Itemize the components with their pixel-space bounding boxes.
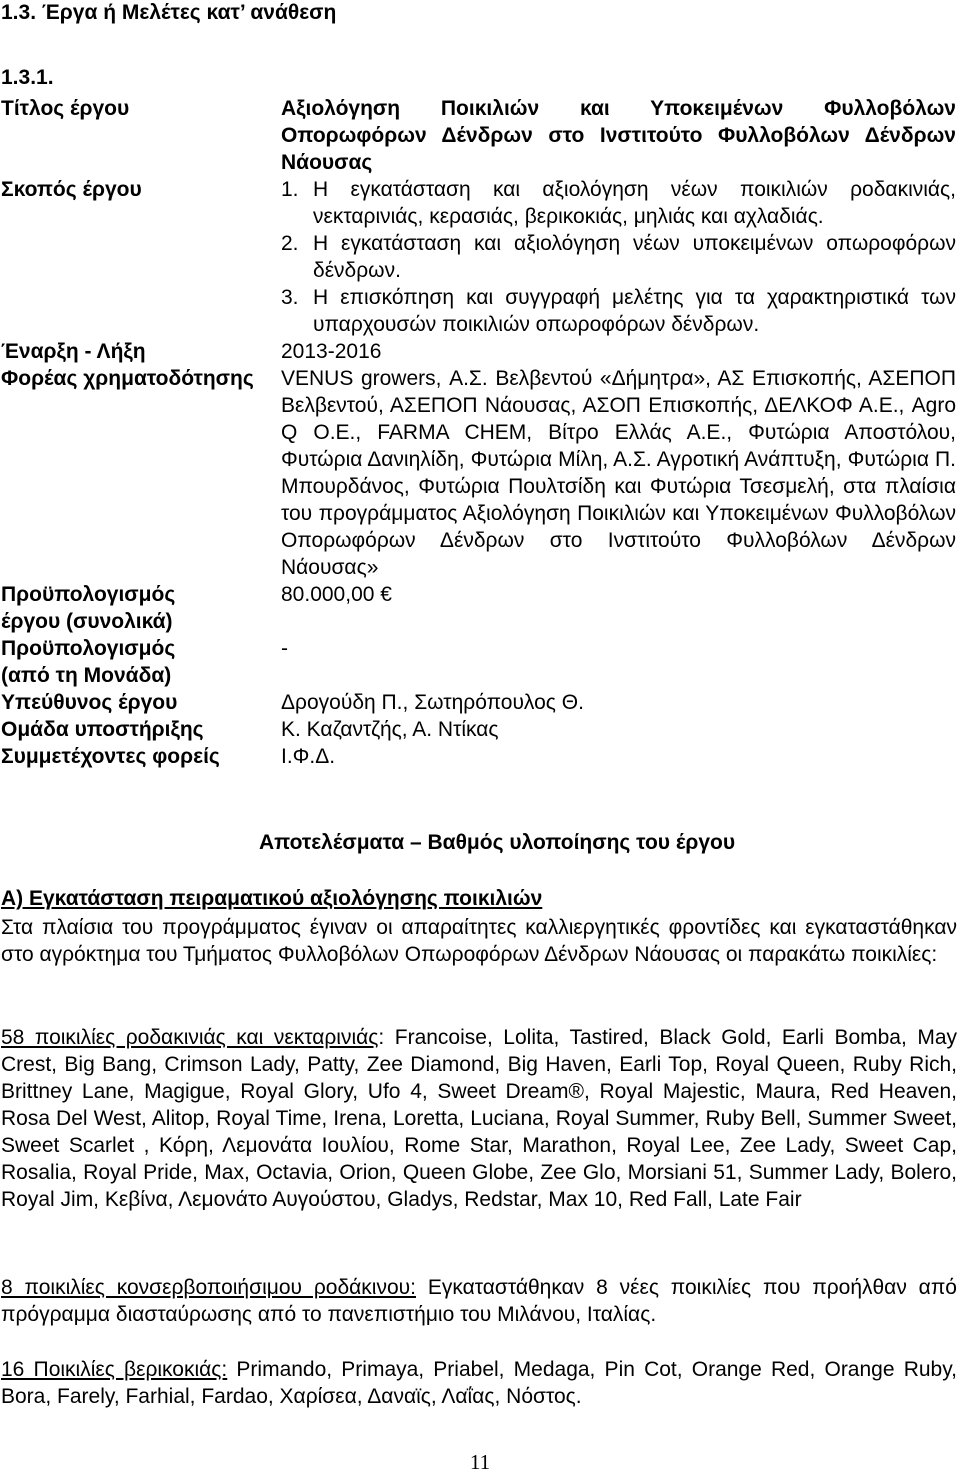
row-team <box>1 716 957 743</box>
row-responsible <box>1 689 957 716</box>
purpose-item-number: 3. <box>281 286 299 309</box>
value-responsible: Δρογούδη Π., Σωτηρόπουλος Θ. <box>281 691 584 714</box>
purpose-item <box>281 284 956 338</box>
label-team: Ομάδα υποστήριξης <box>1 718 204 741</box>
row-purpose <box>1 176 957 338</box>
label-funder: Φορέας χρηματοδότησης <box>1 367 254 390</box>
row-budget-unit <box>1 635 957 689</box>
label-period: Έναρξη - Λήξη <box>1 340 146 363</box>
value-funder: VENUS growers, Α.Σ. Βελβεντού «Δήμητρα», ΑΣ Επισκοπής, ΑΣΕΠΟΠ Βελβεντού, ΑΣΕΠΟΠ Νάουσας, ΑΣΟΠ Επισκοπής, ΔΕΛΚΟΦ Α.Ε., Agro Q O.E., FARMA CHEM, Βίτρο Ελλάς Α.Ε., Φυτώρια Αποστόλου, Φυτώρια Δανιηλίδη, Φυτώρια Μίλη, Α.Σ. Αγροτική Ανάπτυξη, Φυτώρια Π. Μπουρδάνος, Φυτώρια Πουλτσίδη και Φυτώρια Τσεσμελή, στα πλαίσια του προγράμματος Αξιολόγηση Ποικιλιών και Υποκειμένων Φυλλοβόλων Οπορωφόρων Δένδρων στο Ινστιτούτο Φυλλοβόλων Δένδρων Νάουσας» <box>281 367 956 579</box>
purpose-item <box>281 230 956 284</box>
value-partners: Ι.Φ.Δ. <box>281 745 336 768</box>
value-budget-total: 80.000,00 € <box>281 583 392 606</box>
label-budget-total <box>1 581 281 635</box>
row-period <box>1 338 957 365</box>
results-heading-text: Αποτελέσματα – Βαθμός υλοποίησης του έργου <box>258 831 736 854</box>
variety-label: 58 ποικιλίες ροδακινιάς και νεκταρινιάς <box>1 1026 379 1049</box>
variety-paragraph <box>1 1024 957 1213</box>
purpose-item <box>281 176 956 230</box>
page-number: 11 <box>469 1450 491 1474</box>
row-partners <box>1 743 957 770</box>
purpose-item-text: Η εγκατάσταση και αξιολόγηση νέων ποικιλιών ροδακινιάς, νεκταρινιάς, κερασιάς, βερικοκιάς, μηλιάς και αχλαδιάς. <box>313 178 956 228</box>
label-partners: Συμμετέχοντες φορείς <box>1 745 220 768</box>
label-purpose: Σκοπός έργου <box>1 178 142 201</box>
variety-text: Primando, Primaya, Priabel, Medaga, Pin Cot, Orange Red, Orange Ruby, Bora, Farely, Farhial, Fardao, Χαρίσεα, Δαναϊς, Λαΐας, Νόστος. <box>1 1358 957 1408</box>
label-budget-unit-line1: Προϋπολογισμός <box>1 637 176 660</box>
row-title <box>1 95 957 176</box>
value-period: 2013-2016 <box>281 340 382 363</box>
project-info-table <box>1 95 957 770</box>
variety-text: : Francoise, Lolita, Tastired, Black Gold, Earli Bomba, May Crest, Big Bang, Crimson Lady, Patty, Zee Diamond, Big Haven, Earli Top, Royal Queen, Ruby Rich, Brittney Lane, Magigue, Royal Glory, Ufo 4, Sweet Dream®, Royal Majestic, Maura, Red Heaven, Rosa Del West, Alitop, Royal Time, Irena, Loretta, Luciana, Royal Summer, Ruby Bell, Summer Sweet, Sweet Scarlet , Κόρη, Λεμονάτα Ιουλίου, Rome Star, Marathon, Royal Lee, Zee Lady, Sweet Cap, Rosalia, Royal Pride, Max, Octavia, Orion, Queen Globe, Zee Glo, Morsiani 51, Summer Lady, Bolero, Royal Jim, Κεβίνα, Λεμονάτο Αυγούστου, Gladys, Redstar, Max 10, Red Fall, Late Fair <box>1 1026 958 1211</box>
row-funder <box>1 365 957 581</box>
label-title: Τίτλος έργου <box>1 97 130 120</box>
subsection-number: 1.3.1. <box>1 66 54 89</box>
value-budget-unit: - <box>281 637 288 660</box>
purpose-item-number: 2. <box>281 232 299 255</box>
value-title: Αξιολόγηση Ποικιλιών και Υποκειμένων Φυλλοβόλων Οπορωφόρων Δένδρων στο Ινστιτούτο Φυλλοβόλων Δένδρων Νάουσας <box>281 97 956 174</box>
label-budget-total-line1: Προϋπολογισμός <box>1 583 176 606</box>
section-a-body: Στα πλαίσια του προγράμματος έγιναν οι απαραίτητες καλλιεργητικές φροντίδες και εγκαταστάθηκαν στο αγρόκτημα του Τμήματος Φυλλοβόλων Οπωροφόρων Δένδρων Νάουσας οι παρακάτω ποικιλίες: <box>1 916 957 966</box>
purpose-item-number: 1. <box>281 178 299 201</box>
row-budget-total <box>1 581 957 635</box>
variety-text: Εγκαταστάθηκαν 8 νέες ποικιλίες που προήλθαν από πρόγραμμα διασταύρωσης από το πανεπιστήμιο του Μιλάνου, Ιταλίας. <box>1 1276 957 1326</box>
label-responsible: Υπεύθυνος έργου <box>1 691 178 714</box>
value-purpose <box>281 176 956 338</box>
value-team: Κ. Καζαντζής, Α. Ντίκας <box>281 718 499 741</box>
label-budget-total-line2: έργου (συνολικά) <box>1 610 173 633</box>
label-budget-unit <box>1 635 281 689</box>
purpose-item-text: Η επισκόπηση και συγγραφή μελέτης για τα χαρακτηριστικά των υπαρχουσών ποικιλιών οπωροφόρων δένδρων. <box>313 286 956 336</box>
variety-paragraph <box>1 1356 957 1410</box>
variety-paragraph <box>1 1274 957 1328</box>
label-budget-unit-line2: (από τη Μονάδα) <box>1 664 172 687</box>
results-heading <box>0 831 960 855</box>
purpose-item-text: Η εγκατάσταση και αξιολόγηση νέων υποκειμένων οπωροφόρων δένδρων. <box>313 232 956 282</box>
variety-label: 16 Ποικιλίες βερικοκιάς: <box>1 1358 228 1381</box>
section-heading: 1.3. Έργα ή Μελέτες κατ’ ανάθεση <box>1 1 337 24</box>
variety-label: 8 ποικιλίες κονσερβοποιήσιμου ροδάκινου: <box>1 1276 416 1299</box>
section-a-title: Α) Εγκατάσταση πειραματικού αξιολόγησης ποικιλιών <box>1 887 543 910</box>
